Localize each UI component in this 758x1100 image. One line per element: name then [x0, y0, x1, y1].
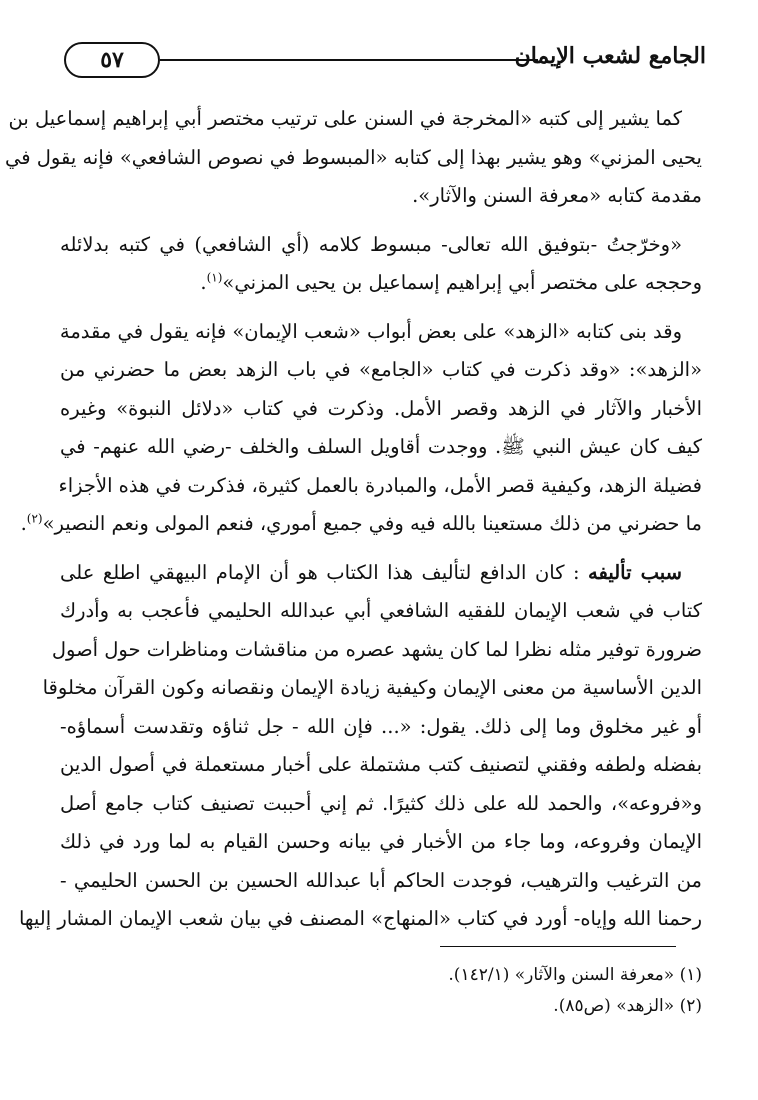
paragraph — [20, 313, 702, 544]
footnote-separator — [440, 946, 676, 947]
paragraph — [4, 100, 702, 216]
page-header — [56, 40, 706, 84]
text-line: وقد بنى كتابه «الزهد» على بعض أبواب «شعب الإيمان» فإنه يقول في مقدمة — [59, 319, 682, 343]
footnote: (٢) «الزهد» (ص٨٥). — [553, 996, 702, 1016]
footnotes — [60, 960, 702, 1022]
paragraph — [60, 226, 702, 303]
text-line: رحمنا الله وإياه- أورد في كتاب «المنهاج» المصنف في بيان شعب الإيمان المشار إليها — [18, 907, 702, 930]
header-rule — [160, 59, 538, 61]
footnote-ref: (٢) — [26, 511, 43, 526]
text-line: و«فروعه»، والحمد لله على ذلك كثيرًا. ثم إني أحببت تصنيف كتاب جامع أصل — [60, 791, 702, 815]
text-line: وحججه على مختصر أبي إبراهيم إسماعيل بن يحيى المزني»$^{(١)}$. — [200, 270, 702, 294]
text-line: ما حضرني من ذلك مستعينا بالله فيه وفي جميع أموري، فنعم المولى ونعم النصير»$^{(٢)}$. — [20, 511, 702, 535]
running-title: الجامع لشعب الإيمان — [514, 43, 706, 69]
text-line: الأخبار والآثار في الزهد وقصر الأمل. وذكرت في كتاب «دلائل النبوة» وغيره — [60, 396, 702, 420]
section-lead: سبب تأليفه — [588, 560, 682, 584]
text-line: ضرورة توفير مثله نظرا لما كان يشهد عصره من مناقشات ومناظرات حول أصول — [51, 637, 702, 661]
text-line: بفضله ولطفه وفقني لتصنيف كتب مشتملة على أخبار مستعملة في أصول الدين — [60, 753, 702, 776]
footnote-ref: (١) — [206, 270, 223, 285]
text-line: الدين الأساسية من معنى الإيمان وكيفية زيادة الإيمان ونقصانه وكون القرآن مخلوقا — [42, 676, 702, 699]
text-line: من الترغيب والترهيب، فوجدت الحاكم أبا عبدالله الحسين بن الحسن الحليمي - — [60, 868, 702, 892]
text-line: أو غير مخلوق وما إلى ذلك. يقول: «... فإن الله - جل ثناؤه وتقدست أسماؤه- — [60, 714, 702, 738]
text-run: وحججه على مختصر أبي إبراهيم إسماعيل بن يحيى المزني» — [222, 271, 702, 294]
footnote: (١) «معرفة السنن والآثار» (١٤٢/١). — [448, 965, 702, 985]
text-run: : كان الدافع لتأليف هذا الكتاب هو أن الإمام البيهقي اطلع على — [60, 560, 580, 584]
text-line: مقدمة كتابه «معرفة السنن والآثار». — [412, 184, 702, 207]
text-line: «وخرّجتُ -بتوفيق الله تعالى- مبسوط كلامه (أي الشافعي) في كتبه بدلائله — [60, 232, 682, 256]
page-number-badge — [64, 42, 160, 78]
text-line: كتاب في شعب الإيمان للفقيه الشافعي أبي عبدالله الحليمي فأعجب به وأدرك — [60, 599, 702, 622]
text-line — [60, 554, 702, 593]
text-line: كيف كان عيش النبي ﷺ. ووجدت أقاويل السلف والخلف -رضي الله عنهم- في — [60, 435, 702, 458]
text-line: كما يشير إلى كتبه «المخرجة في السنن على ترتيب مختصر أبي إبراهيم إسماعيل بن — [8, 107, 682, 130]
text-run: ما حضرني من ذلك مستعينا بالله فيه وفي جميع أموري، فنعم المولى ونعم النصير» — [42, 512, 702, 535]
paragraph — [18, 554, 702, 939]
text-line: يحيى المزني» وهو يشير بهذا إلى كتابه «المبسوط في نصوص الشافعي» فإنه يقول في — [4, 145, 702, 169]
body-text — [4, 100, 702, 949]
page-number: ٥٧ — [100, 47, 124, 73]
text-line: «الزهد»: «وقد ذكرت في كتاب «الجامع» في باب الزهد بعض ما حضرني من — [60, 358, 702, 381]
text-line: فضيلة الزهد، وكيفية قصر الأمل، والمبادرة بالعمل كثيرة، فذكرت في هذه الأجزاء — [58, 473, 702, 497]
text-line: الإيمان وفروعه، وما جاء من الأخبار في بيانه وحسن القيام به لما ورد في ذلك — [60, 830, 702, 853]
